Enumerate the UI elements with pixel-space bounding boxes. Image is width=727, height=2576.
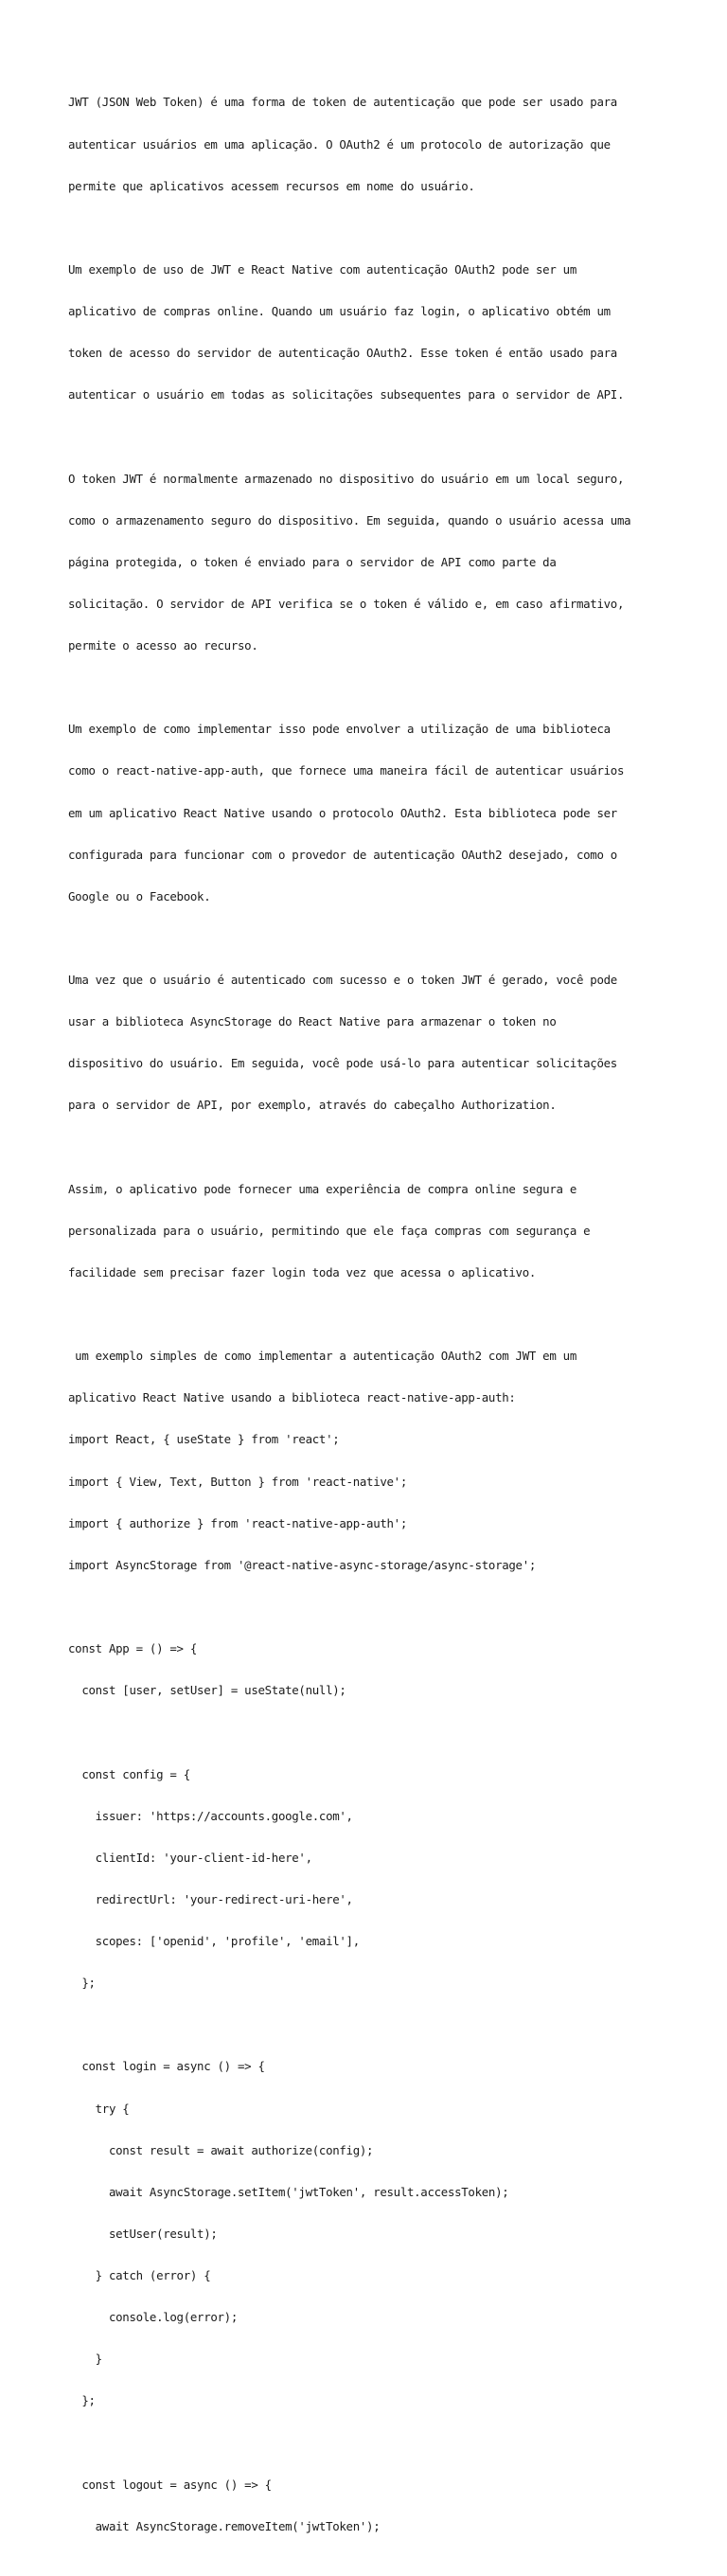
code-line: import { authorize } from 'react-native-app-auth'; xyxy=(68,1515,407,1530)
code-line: issuer: 'https://accounts.google.com', xyxy=(68,1808,353,1823)
text-line: facilidade sem precisar fazer login toda vez que acessa o aplicativo. xyxy=(68,1264,537,1279)
text-line: dispositivo do usuário. Em seguida, você pode usá-lo para autenticar solicitações xyxy=(68,1056,617,1071)
text-line: configurada para funcionar com o provedor de autenticação OAuth2 desejado, como o xyxy=(68,847,617,862)
paragraph-example-usage xyxy=(68,236,665,431)
code-line: import { View, Text, Button } from 'react-native'; xyxy=(68,1474,407,1489)
code-line: scopes: ['openid', 'profile', 'email'], xyxy=(68,1933,360,1948)
text-line: Assim, o aplicativo pode fornecer uma experiência de compra online segura e xyxy=(68,1181,576,1196)
text-line: em um aplicativo React Native usando o protocolo OAuth2. Esta biblioteca pode ser xyxy=(68,805,617,820)
text-line: Um exemplo de uso de JWT e React Native com autenticação OAuth2 pode ser um xyxy=(68,261,576,277)
text-line: aplicativo de compras online. Quando um usuário faz login, o aplicativo obtém um xyxy=(68,304,611,319)
code-line: import React, { useState } from 'react'; xyxy=(68,1432,340,1447)
code-imports xyxy=(68,1322,665,1601)
text-line: Uma vez que o usuário é autenticado com sucesso e o token JWT é gerado, você pode xyxy=(68,973,617,988)
text-line: Google ou o Facebook. xyxy=(68,888,211,903)
paragraph-token-storage xyxy=(68,444,665,681)
text-line: usar a biblioteca AsyncStorage do React Native para armazenar o token no xyxy=(68,1014,557,1029)
text-line: solicitação. O servidor de API verifica se o token é válido e, em caso afirmativo, xyxy=(68,596,625,611)
code-line: try { xyxy=(68,2101,130,2116)
document-page xyxy=(68,68,665,2576)
code-line: aplicativo React Native usando a biblioteca react-native-app-auth: xyxy=(68,1390,516,1405)
code-line: }; xyxy=(68,1976,96,1991)
paragraph-conclusion xyxy=(68,1154,665,1308)
text-line: como o armazenamento seguro do dispositivo. Em seguida, quando o usuário acessa uma xyxy=(68,512,631,528)
text-line: permite que aplicativos acessem recursos em nome do usuário. xyxy=(68,178,475,193)
text-line: JWT (JSON Web Token) é uma forma de token de autenticação que pode ser usado para xyxy=(68,95,617,110)
code-line: const [user, setUser] = useState(null); xyxy=(68,1683,346,1698)
code-line: const App = () => { xyxy=(68,1641,198,1656)
paragraph-jwt-intro xyxy=(68,68,665,222)
code-line: import AsyncStorage from '@react-native-async-storage/async-storage'; xyxy=(68,1557,537,1572)
code-logout xyxy=(68,2450,665,2562)
text-line: permite o acesso ao recurso. xyxy=(68,638,258,653)
code-line: } catch (error) { xyxy=(68,2267,211,2282)
text-line: autenticar usuários em uma aplicação. O OAuth2 é um protocolo de autorização que xyxy=(68,136,611,152)
text-line: autenticar o usuário em todas as solicitações subsequentes para o servidor de API. xyxy=(68,387,625,402)
code-app-component xyxy=(68,1615,665,1726)
text-line: Um exemplo de como implementar isso pode envolver a utilização de uma biblioteca xyxy=(68,722,611,737)
code-line: console.log(error); xyxy=(68,2310,238,2325)
text-line: para o servidor de API, por exemplo, através do cabeçalho Authorization. xyxy=(68,1098,557,1113)
code-line: const config = { xyxy=(68,1766,190,1781)
code-line: setUser(result); xyxy=(68,2226,218,2241)
code-line: }; xyxy=(68,2393,96,2408)
code-line: const result = await authorize(config); xyxy=(68,2142,374,2157)
text-line: personalizada para o usuário, permitindo que ele faça compras com segurança e xyxy=(68,1223,591,1238)
text-line: página protegida, o token é enviado para o servidor de API como parte da xyxy=(68,554,557,569)
code-config xyxy=(68,1740,665,2018)
text-line: como o react-native-app-auth, que fornece uma maneira fácil de autenticar usuários xyxy=(68,763,625,778)
text-line: token de acesso do servidor de autenticação OAuth2. Esse token é então usado para xyxy=(68,346,617,361)
code-line: redirectUrl: 'your-redirect-uri-here', xyxy=(68,1891,353,1906)
code-line: clientId: 'your-client-id-here', xyxy=(68,1850,312,1865)
code-line: await AsyncStorage.removeItem('jwtToken'); xyxy=(68,2518,381,2533)
paragraph-asyncstorage xyxy=(68,946,665,1141)
code-line: um exemplo simples de como implementar a autenticação OAuth2 com JWT em um xyxy=(68,1349,576,1364)
code-line: } xyxy=(68,2352,102,2367)
paragraph-library xyxy=(68,695,665,932)
code-line: const logout = async () => { xyxy=(68,2477,272,2492)
code-line: const login = async () => { xyxy=(68,2059,265,2074)
code-line: await AsyncStorage.setItem('jwtToken', result.accessToken); xyxy=(68,2184,509,2199)
code-login xyxy=(68,2032,665,2436)
text-line: O token JWT é normalmente armazenado no dispositivo do usuário em um local seguro, xyxy=(68,471,625,486)
